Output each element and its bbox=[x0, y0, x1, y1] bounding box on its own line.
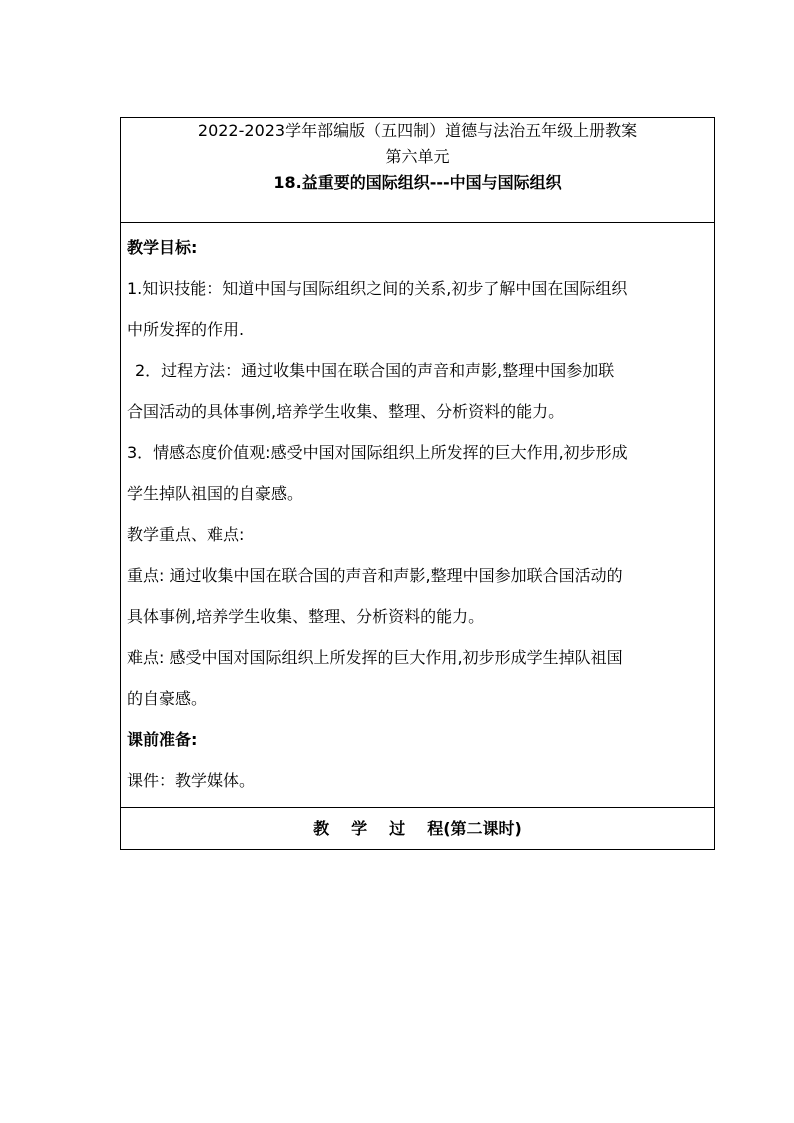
process-suffix: (第二课时) bbox=[443, 819, 522, 838]
objective-2-line-2: 合国活动的具体事例,培养学生收集、整理、分析资料的能力。 bbox=[127, 402, 565, 421]
objective-2-line-1: 2．过程方法：通过收集中国在联合国的声音和声影,整理中国参加联 bbox=[135, 361, 615, 380]
prep-heading: 课前准备: bbox=[127, 730, 198, 749]
objective-1-line-1: 1.知识技能：知道中国与国际组织之间的关系,初步了解中国在国际组织 bbox=[127, 279, 628, 298]
objective-3-line-2: 学生掉队祖国的自豪感。 bbox=[127, 484, 304, 503]
process-char-4: 程 bbox=[427, 819, 444, 838]
process-char-2: 学 bbox=[351, 819, 368, 838]
document-title: 2022-2023学年部编版（五四制）道德与法治五年级上册教案 bbox=[197, 121, 638, 140]
prep-text: 课件：教学媒体。 bbox=[127, 771, 256, 790]
objective-1-line-2: 中所发挥的作用. bbox=[127, 320, 245, 339]
process-char-1: 教 bbox=[313, 819, 330, 838]
difficulty-line-1: 难点: 感受中国对国际组织上所发挥的巨大作用,初步形成学生掉队祖国 bbox=[127, 648, 623, 667]
difficulty-line-2: 的自豪感。 bbox=[127, 689, 208, 708]
objective-3-line-1: 3．情感态度价值观:感受中国对国际组织上所发挥的巨大作用,初步形成 bbox=[127, 443, 628, 462]
lesson-plan-table bbox=[120, 117, 715, 850]
body-cell bbox=[121, 223, 715, 808]
header-cell bbox=[121, 118, 715, 223]
focus-line-2: 具体事例,培养学生收集、整理、分析资料的能力。 bbox=[127, 607, 485, 626]
objectives-heading: 教学目标: bbox=[127, 238, 198, 257]
process-char-3: 过 bbox=[389, 819, 406, 838]
unit-label: 第六单元 bbox=[385, 147, 450, 166]
lesson-title: 18.益重要的国际组织---中国与国际组织 bbox=[273, 173, 562, 192]
teaching-process-cell bbox=[121, 808, 715, 850]
keypoints-heading: 教学重点、难点: bbox=[127, 525, 245, 544]
focus-line-1: 重点: 通过收集中国在联合国的声音和声影,整理中国参加联合国活动的 bbox=[127, 566, 623, 585]
